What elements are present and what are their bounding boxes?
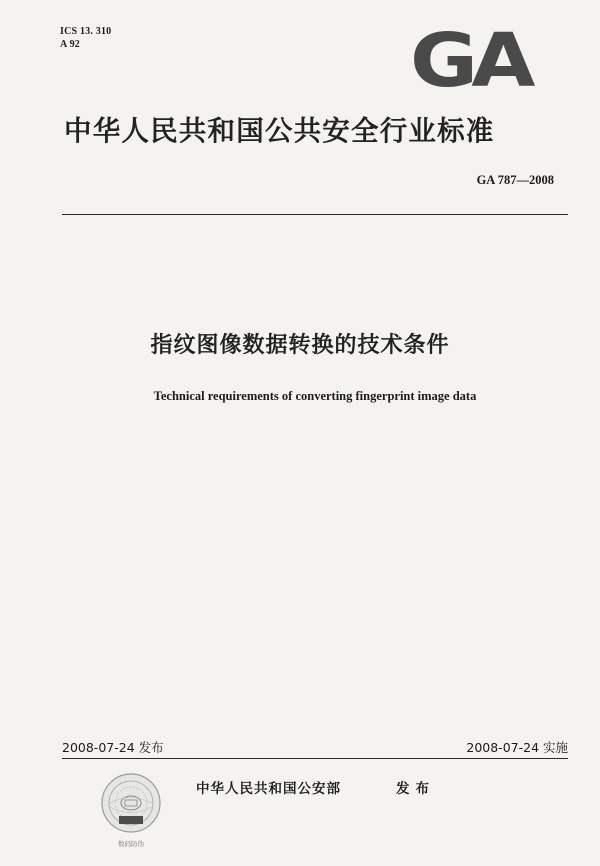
seal-label: 数码防伪 (118, 840, 144, 848)
anti-counterfeit-seal-icon (100, 772, 162, 834)
ga-logo: GA (410, 18, 529, 104)
classification-codes (60, 25, 111, 51)
ccs-code: A 92 (60, 39, 80, 50)
ics-code: ICS 13. 310 (60, 26, 112, 37)
standard-category-title: 中华人民共和国公共安全行业标准 (64, 115, 495, 147)
standard-number: GA 787—2008 (476, 173, 554, 187)
document-title-english: Technical requirements of converting fingerprint image data (153, 389, 477, 403)
publish-label: 发布 (396, 781, 435, 797)
top-divider (62, 214, 568, 215)
bottom-divider (62, 758, 568, 759)
publish-date: 2008-07-24 发布 (62, 740, 164, 755)
implementation-date: 2008-07-24 实施 (466, 740, 568, 755)
publisher-name: 中华人民共和国公安部 (196, 781, 341, 797)
document-title-chinese: 指纹图像数据转换的技术条件 (150, 333, 450, 358)
